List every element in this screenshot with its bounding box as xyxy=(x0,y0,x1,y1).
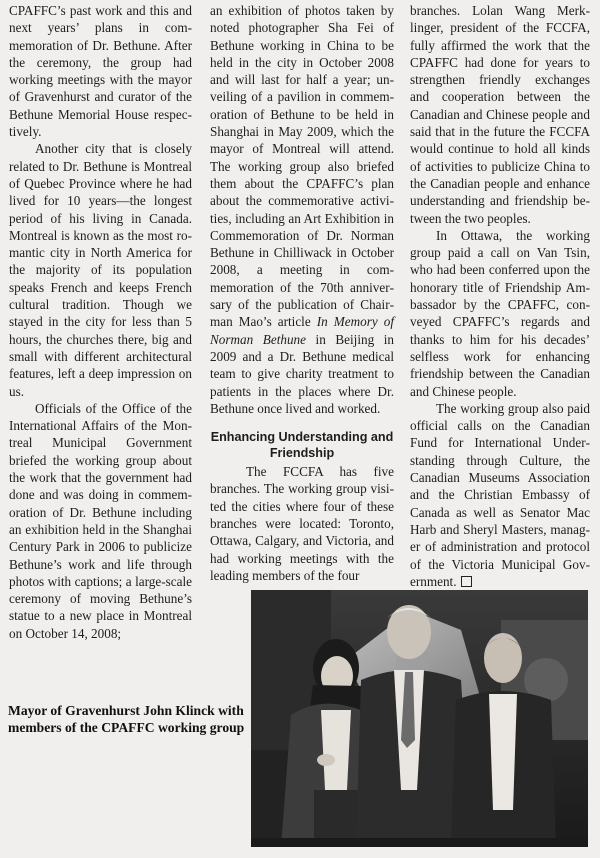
article-column-1 xyxy=(9,2,192,642)
paragraph: The FCCFA has five branches. The working group visited the cities where four of these branches were located: Toronto, Ottawa, Calgary, and Victoria, and had working meetings with the leading members of the four xyxy=(210,464,394,583)
paragraph: branches. Lolan Wang Merklinger, president of the FCCFA, fully affirmed the work that the CPAFFC had done for years to strengthen friendly exchanges and cooperation between the Canadian and Chinese people and said that in the future the FCCFA would continue to hold all kinds of activities to publicize China to the Canadian people and enhance understanding and friendship between the two peoples. xyxy=(410,3,590,226)
end-of-article-mark xyxy=(461,576,472,587)
paragraph: Another city that is closely related to Dr. Bethune is Montreal of Quebec Province where he had lived for 10 years—the longest period of his living in Canada. Montreal is known as the most romantic city in North America for the majority of its population speaks French and keeps French cultural tradition. Though we stayed in the city for less than 5 hours, the churches there, big and small with different architectural features, left a deep impression on us. xyxy=(9,141,192,399)
paragraph xyxy=(410,400,590,590)
paragraph-text: The working group also paid official calls on the Canadian Fund for International Understanding through Culture, the Canadian Museums Association and the Christian Embassy of Canada as well as Senator Mac Harb and Sheryl Masters, manager of administration and protocol of the Victoria Municipal Government. xyxy=(410,400,590,589)
paragraph xyxy=(210,2,394,417)
article-column-2 xyxy=(210,2,394,584)
article-column-3 xyxy=(410,2,590,590)
paragraph: CPAFFC’s past work and this and next years’ plans in commemoration of Dr. Bethune. After the ceremony, the group had working meetings with the mayor of Gravenhurst and curator of the Bethune Memorial House respectively. xyxy=(9,3,192,140)
paragraph-text: in Beijing in 2009 and a Dr. Bethune medical team to give charity treatment to patients in the places where Dr. Bethune once lived and worked. xyxy=(210,331,394,416)
photo-caption: Mayor of Gravenhurst John Klinck with members of the CPAFFC working group xyxy=(8,703,245,735)
paragraph: Officials of the Office of the International Affairs of the Montreal Municipal Government briefed the working group about the work that the government had done and was doing in commemoration of Dr. Bethune including an exhibition held in the Shanghai Century Park in 2006 to publicize Bethune’s work and life through photos with captions; a large-scale ceremony of moving Bethune’s statue to a new place in Montreal on October 14, 2008; xyxy=(9,400,192,641)
photo-illustration xyxy=(251,590,588,847)
group-photo xyxy=(251,590,588,847)
section-heading: Enhancing Understanding and Friendship xyxy=(210,430,394,461)
paragraph: In Ottawa, the working group paid a call on Van Tsin, who had been conferred upon the honorary title of Friendship Ambassador by the CPAFFC, conveyed CPAFFC’s regards and thanks to him for his decades’ selfless work for enhancing friendship between the Canadian and Chinese people. xyxy=(410,227,590,399)
article-title-italic: In Memory of Norman Bethune xyxy=(210,314,394,347)
paragraph-text: an exhibition of photos taken by noted photographer Sha Fei of Bethune working in China to be held in the city in October 2008 and will last for half a year; unveiling of a pavilion in commemoration of Bethune to be held in Shanghai in May 2009, which the mayor of Montreal will attend. The working group also briefed them about the CPAFFC’s plan about the commemorative activities, including an Art Exhibition in Commemoration of Dr. Norman Bethune in Chilliwack in October 2008, a meeting in commemoration of the 70th anniversary of the publication of Chairman Mao’s article xyxy=(210,3,394,330)
